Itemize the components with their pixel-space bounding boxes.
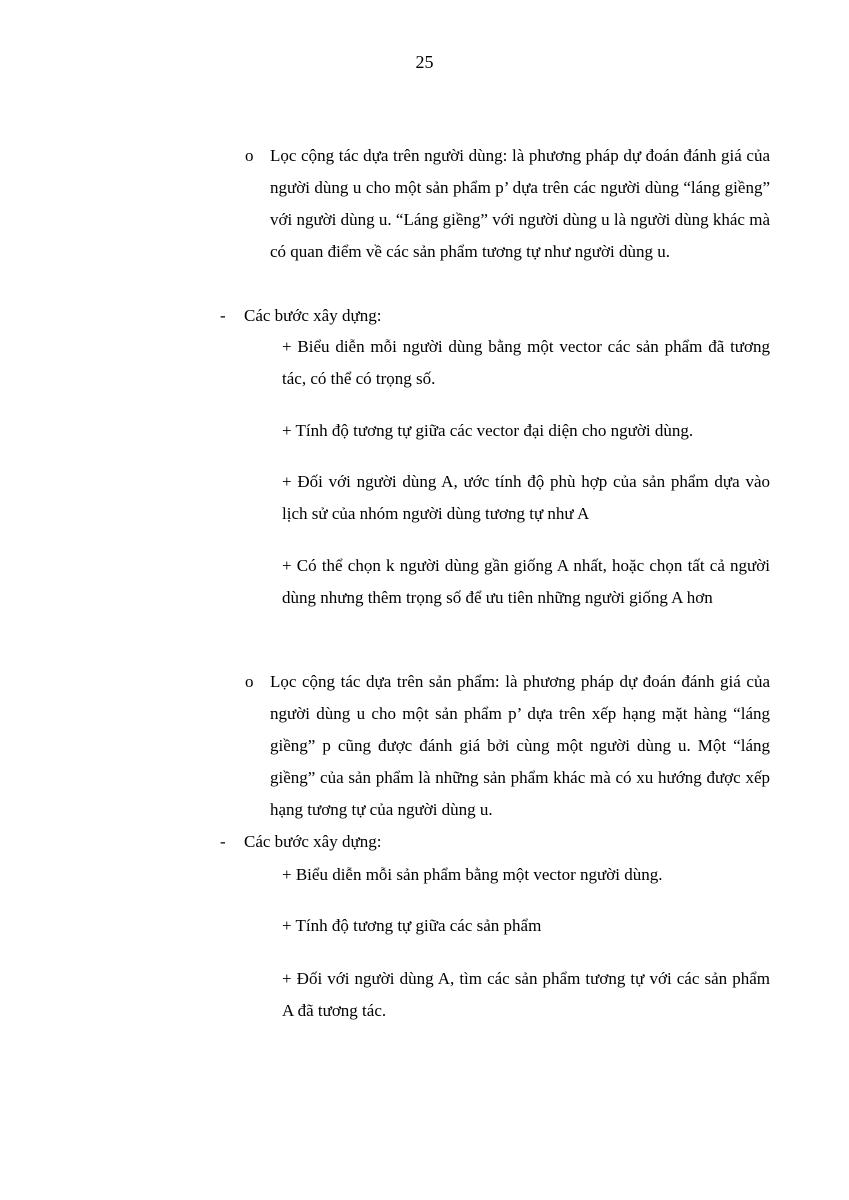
step-item: + Biểu diễn mỗi sản phẩm bằng một vector người dùng. [282, 865, 663, 884]
paragraph-item-based: Lọc cộng tác dựa trên sản phẩm: là phương pháp dự đoán đánh giá của người dùng u cho một sản phẩm p’ dựa trên xếp hạng mặt hàng “láng giềng” p cũng được đánh giá bởi cùng một người dùng u. Một “láng giềng” của sản phẩm là những sản phẩm khác mà có xu hướng được xếp hạng tương tự của người dùng u. [270, 672, 770, 819]
step-item: + Đối với người dùng A, ước tính độ phù hợp của sản phẩm dựa vào lịch sử của nhóm người dùng tương tự như A [282, 472, 770, 523]
page-number: 25 [415, 52, 434, 72]
step-item: + Đối với người dùng A, tìm các sản phẩm tương tự với các sản phẩm A đã tương tác. [282, 969, 770, 1020]
step-item: + Tính độ tương tự giữa các vector đại diện cho người dùng. [282, 421, 694, 440]
dash-marker: - [220, 306, 226, 325]
bullet-marker: o [245, 672, 254, 691]
bullet-marker: o [245, 146, 254, 165]
step-item: + Biểu diễn mỗi người dùng bằng một vector các sản phẩm đã tương tác, có thể có trọng số. [282, 337, 770, 388]
step-item: + Có thể chọn k người dùng gần giống A nhất, hoặc chọn tất cả người dùng nhưng thêm trọng số để ưu tiên những người giống A hơn [282, 556, 770, 607]
paragraph-user-based: Lọc cộng tác dựa trên người dùng: là phương pháp dự đoán đánh giá của người dùng u cho một sản phẩm p’ dựa trên các người dùng “láng giềng” với người dùng u. “Láng giềng” với người dùng u là người dùng khác mà có quan điểm về các sản phẩm tương tự như người dùng u. [270, 146, 770, 261]
steps-heading: Các bước xây dựng: [244, 306, 382, 325]
dash-marker: - [220, 832, 226, 851]
step-item: + Tính độ tương tự giữa các sản phẩm [282, 916, 542, 935]
section-user-based [270, 140, 770, 268]
steps-heading: Các bước xây dựng: [244, 832, 382, 851]
section-item-based [270, 666, 770, 826]
